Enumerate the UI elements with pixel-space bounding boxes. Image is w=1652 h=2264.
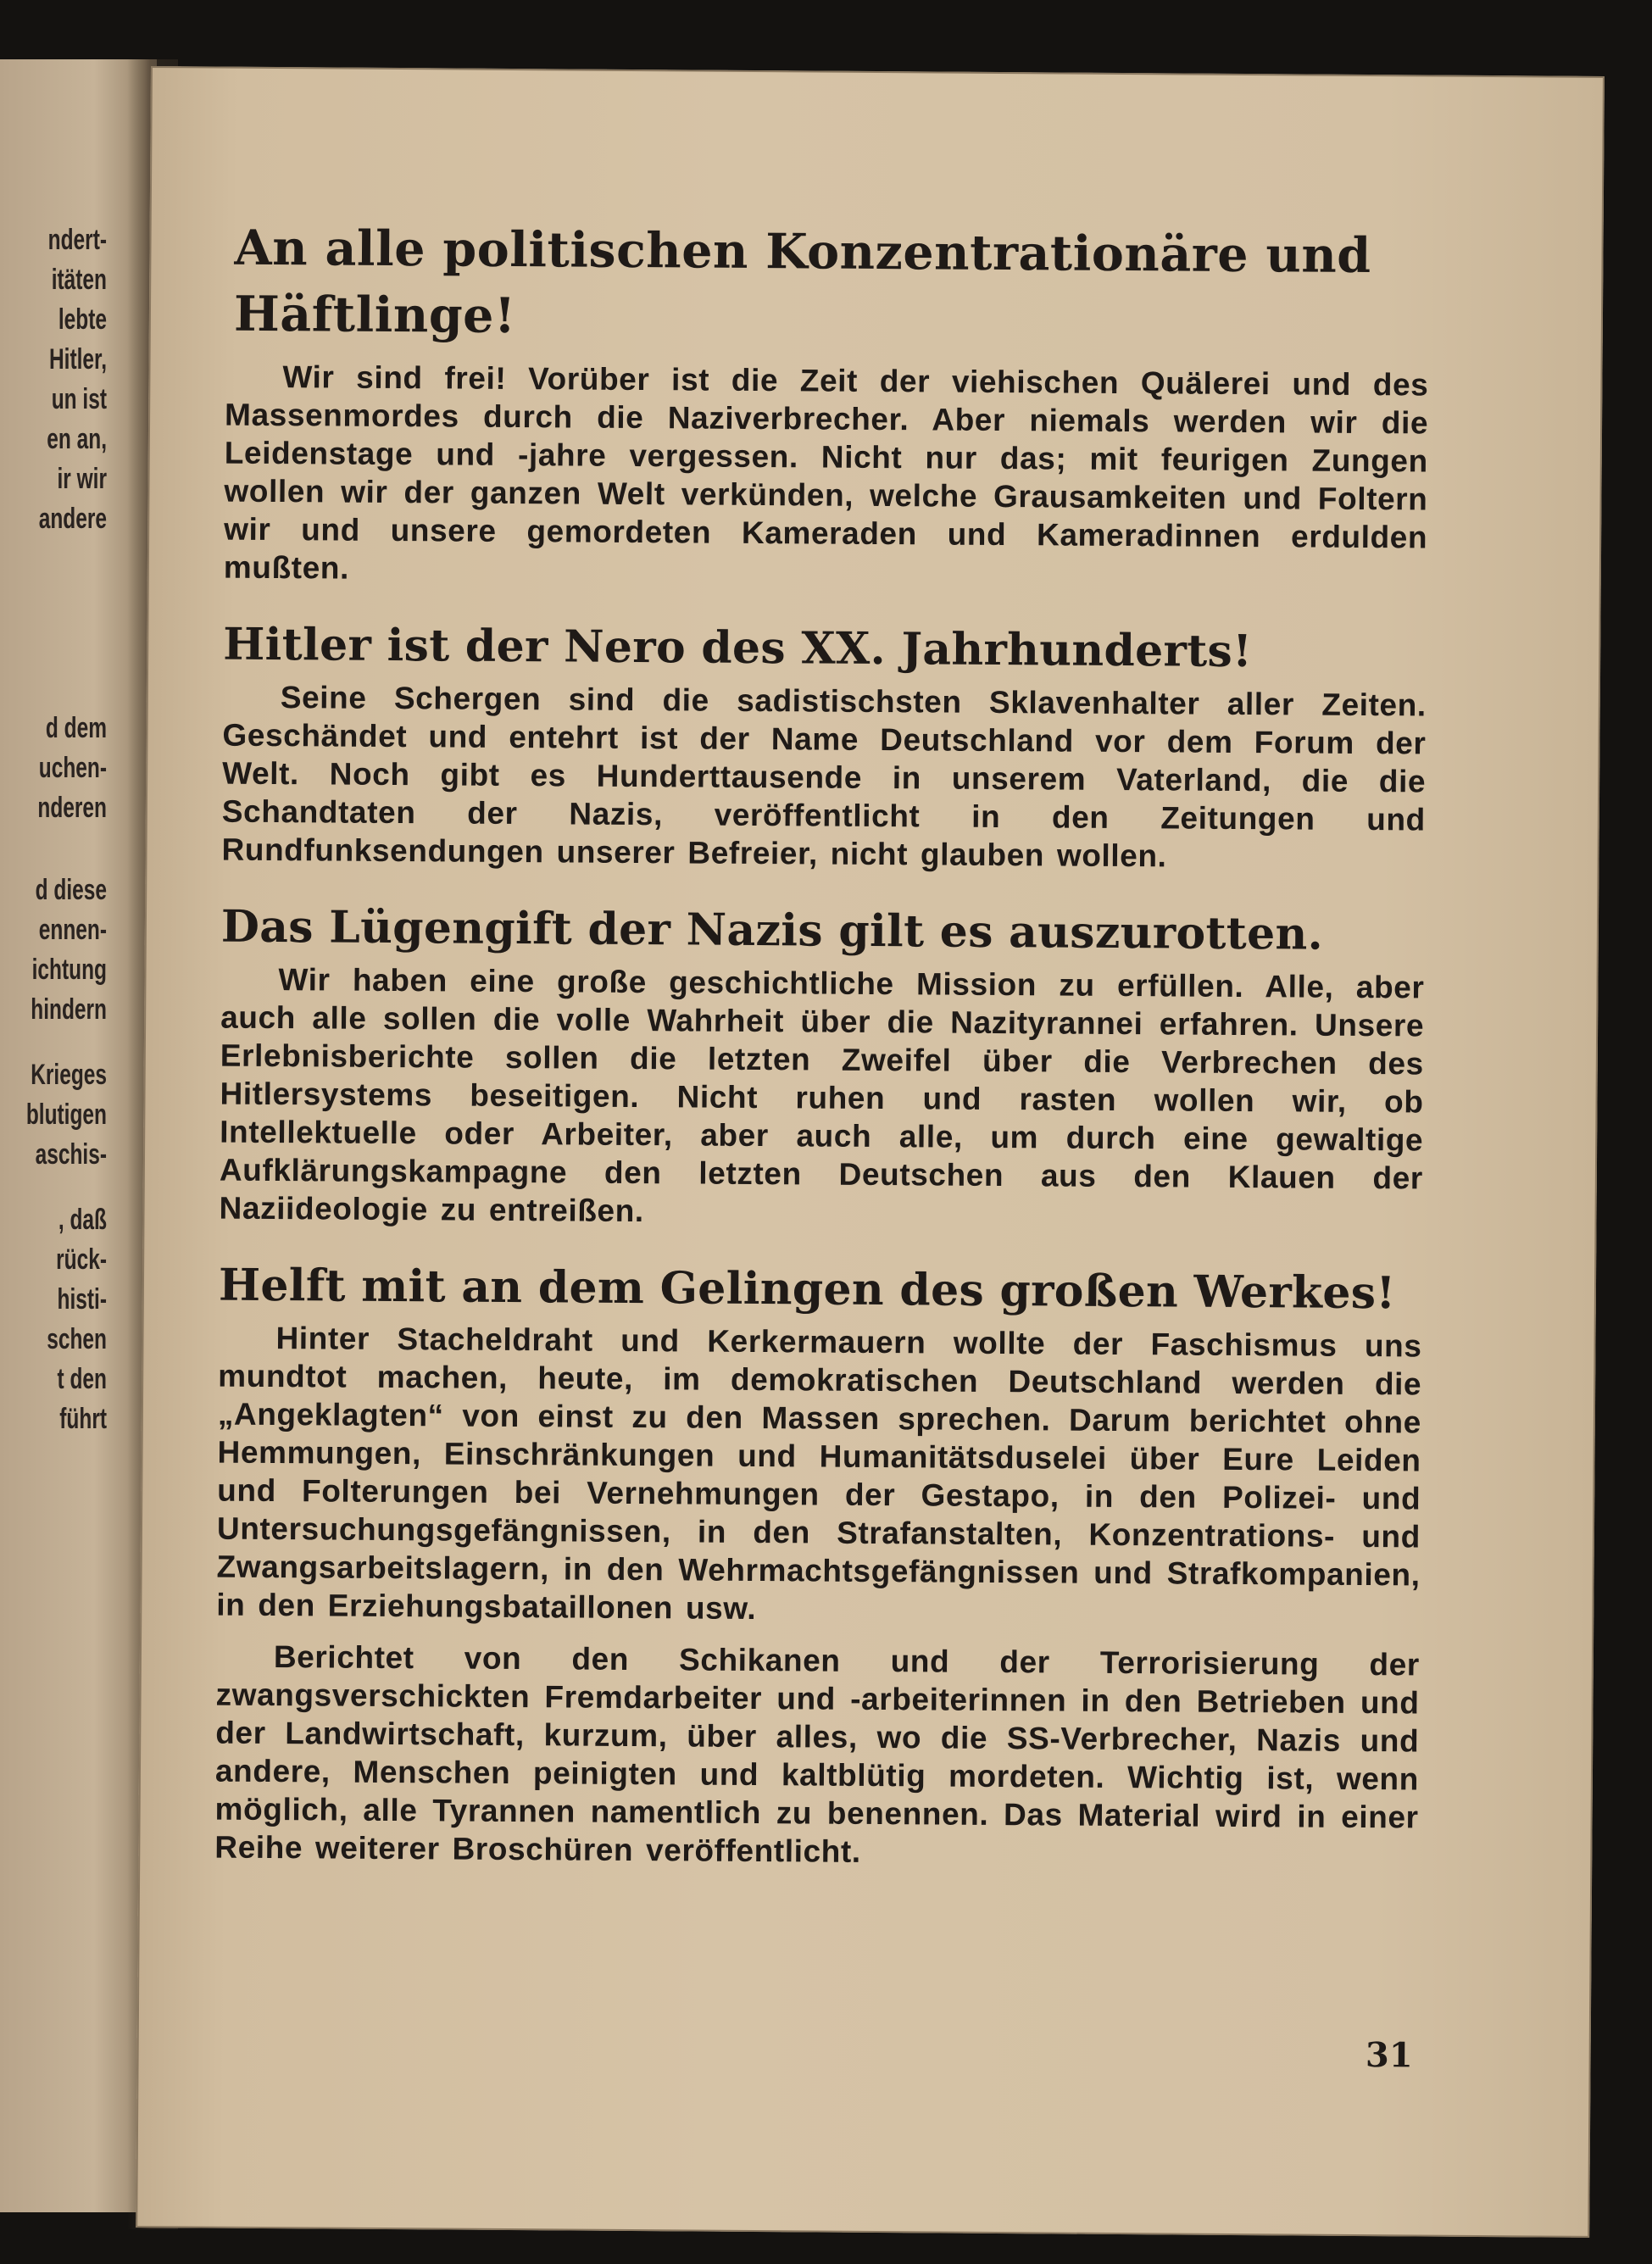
previous-page-gap <box>0 539 107 709</box>
previous-page-fragment: nderen <box>37 792 108 824</box>
previous-page-fragment: Krieges <box>31 1059 108 1091</box>
previous-page-fragment: lebte <box>58 303 108 336</box>
previous-page-gap <box>0 1030 107 1055</box>
previous-page-fragment: un ist <box>51 383 108 415</box>
previous-page-fragment: aschis- <box>35 1138 108 1171</box>
body-paragraph: Wir sind frei! Vorüber ist die Zeit der viehischen Quälerei und des Massenmordes durch die Naziverbrecher. Aber niemals werden wir die Leidenstage und -jahre vergessen. Nicht nur das; mit feurigen Zungen wollen wir der ganzen Welt verkünden, welche Grausamkeiten und Foltern wir und unsere gemordeten Kameraden und Kameradinnen erdulden mußten. <box>223 359 1429 586</box>
previous-page-fragment: d dem <box>45 712 108 744</box>
previous-page-gap <box>0 828 107 871</box>
body-paragraph: Wir haben eine große geschichtliche Mission zu erfüllen. Alle, aber auch alle sollen die volle Wahrheit über die Nazityrannei erfahren. Unsere Erlebnisberichte sollen die letzten Zweifel über die Verbrechen des Hitlersystems beseitigen. Nicht ruhen und rasten wollen wir, ob Intellektuelle oder Arbeiter, aber auch alle, um durch eine gewaltige Aufklärungskampagne den letzten Deutschen aus den Klauen der Naziideologie zu entreißen. <box>219 962 1425 1229</box>
body-paragraph: Berichtet von den Schikanen und der Terrorisierung der zwangsverschickten Fremdarbeiter und -arbeiterinnen in den Betrieben und der Landwirtschaft, kurzum, über alles, wo die SS-Verbrecher, Nazis und andere, Menschen peinigten und kaltblütig mordeten. Wichtig ist, wenn möglich, alle Tyrannen namentlich zu benennen. Das Material wird in einer Reihe weiterer Broschüren veröffentlicht. <box>214 1639 1421 1869</box>
previous-page-fragment: Hitler, <box>48 343 108 375</box>
previous-page-fragment: histi- <box>57 1283 108 1316</box>
previous-page-fragment: rück- <box>56 1243 108 1276</box>
previous-page-fragment: , daß <box>58 1204 108 1236</box>
hitler-nero-section <box>221 619 1427 877</box>
previous-page-fragment: en an, <box>47 423 108 455</box>
body-paragraph: Seine Schergen sind die sadistischsten Sklavenhalter aller Zeiten. Geschändet und entehrt ist der Name Deutschland vor dem Forum der Welt. Noch gibt es Hunderttausende in unserem Vaterland, die die Schandtaten der Nazis, veröffentlicht in den Zeitungen und Rundfunksendungen unserer Befreier, nicht glauben wollen. <box>221 680 1427 874</box>
page-title: An alle politischen Konzentrationäre und Häftlinge! <box>233 219 1371 345</box>
previous-page-fragment: ichtung <box>31 954 108 986</box>
luegengift-section <box>219 901 1425 1236</box>
previous-page-fragment: t den <box>57 1363 108 1395</box>
body-paragraph: Hinter Stacheldraht und Kerkermauern wollte der Faschismus uns mundtot machen, heute, im demokratischen Deutschland werden die „Angeklagten“ von einst zu den Massen sprechen. Darum berichtet ohne Hemmungen, Einschränkungen und Humanitätsduselei über Eure Leiden und Folterungen bei Vernehmungen der Gestapo, in den Polizei- und Untersuchungsgefängnissen, in den Strafanstalten, Konzentrations- und Zwangsarbeitslagern, in den Wehrmachtsgefängnissen und Strafkompanien, in den Erziehungsbataillonen usw. <box>216 1321 1422 1627</box>
previous-page-fragment: andere <box>38 503 108 535</box>
document-page <box>136 66 1605 2238</box>
section-heading: Das Lügengift der Nazis gilt es auszurotten. <box>220 900 1324 960</box>
previous-page-fragment: hindern <box>31 993 108 1026</box>
page-content <box>214 215 1430 1875</box>
previous-page-fragment: führt <box>59 1403 108 1435</box>
previous-page-gap <box>0 1175 107 1200</box>
page-number: 31 <box>1365 2035 1413 2076</box>
previous-page-fragment: ennen- <box>38 914 108 946</box>
previous-page-fragment: schen <box>47 1323 108 1355</box>
previous-page-fragment: ir wir <box>57 463 108 495</box>
previous-page-fragment: uchen- <box>38 752 108 784</box>
previous-page-fragment: ndert- <box>47 224 108 256</box>
intro-section <box>224 358 1429 595</box>
section-heading: Hitler ist der Nero des XX. Jahrhunderts! <box>223 618 1253 678</box>
previous-page-text <box>0 220 108 1439</box>
section-heading: Helft mit an dem Gelingen des großen Werkes! <box>218 1259 1396 1320</box>
helft-mit-section <box>214 1260 1422 1875</box>
previous-page-fragment: d diese <box>35 874 108 906</box>
previous-page-fragment: itäten <box>51 264 108 296</box>
previous-page-fragment: blutigen <box>25 1099 108 1131</box>
